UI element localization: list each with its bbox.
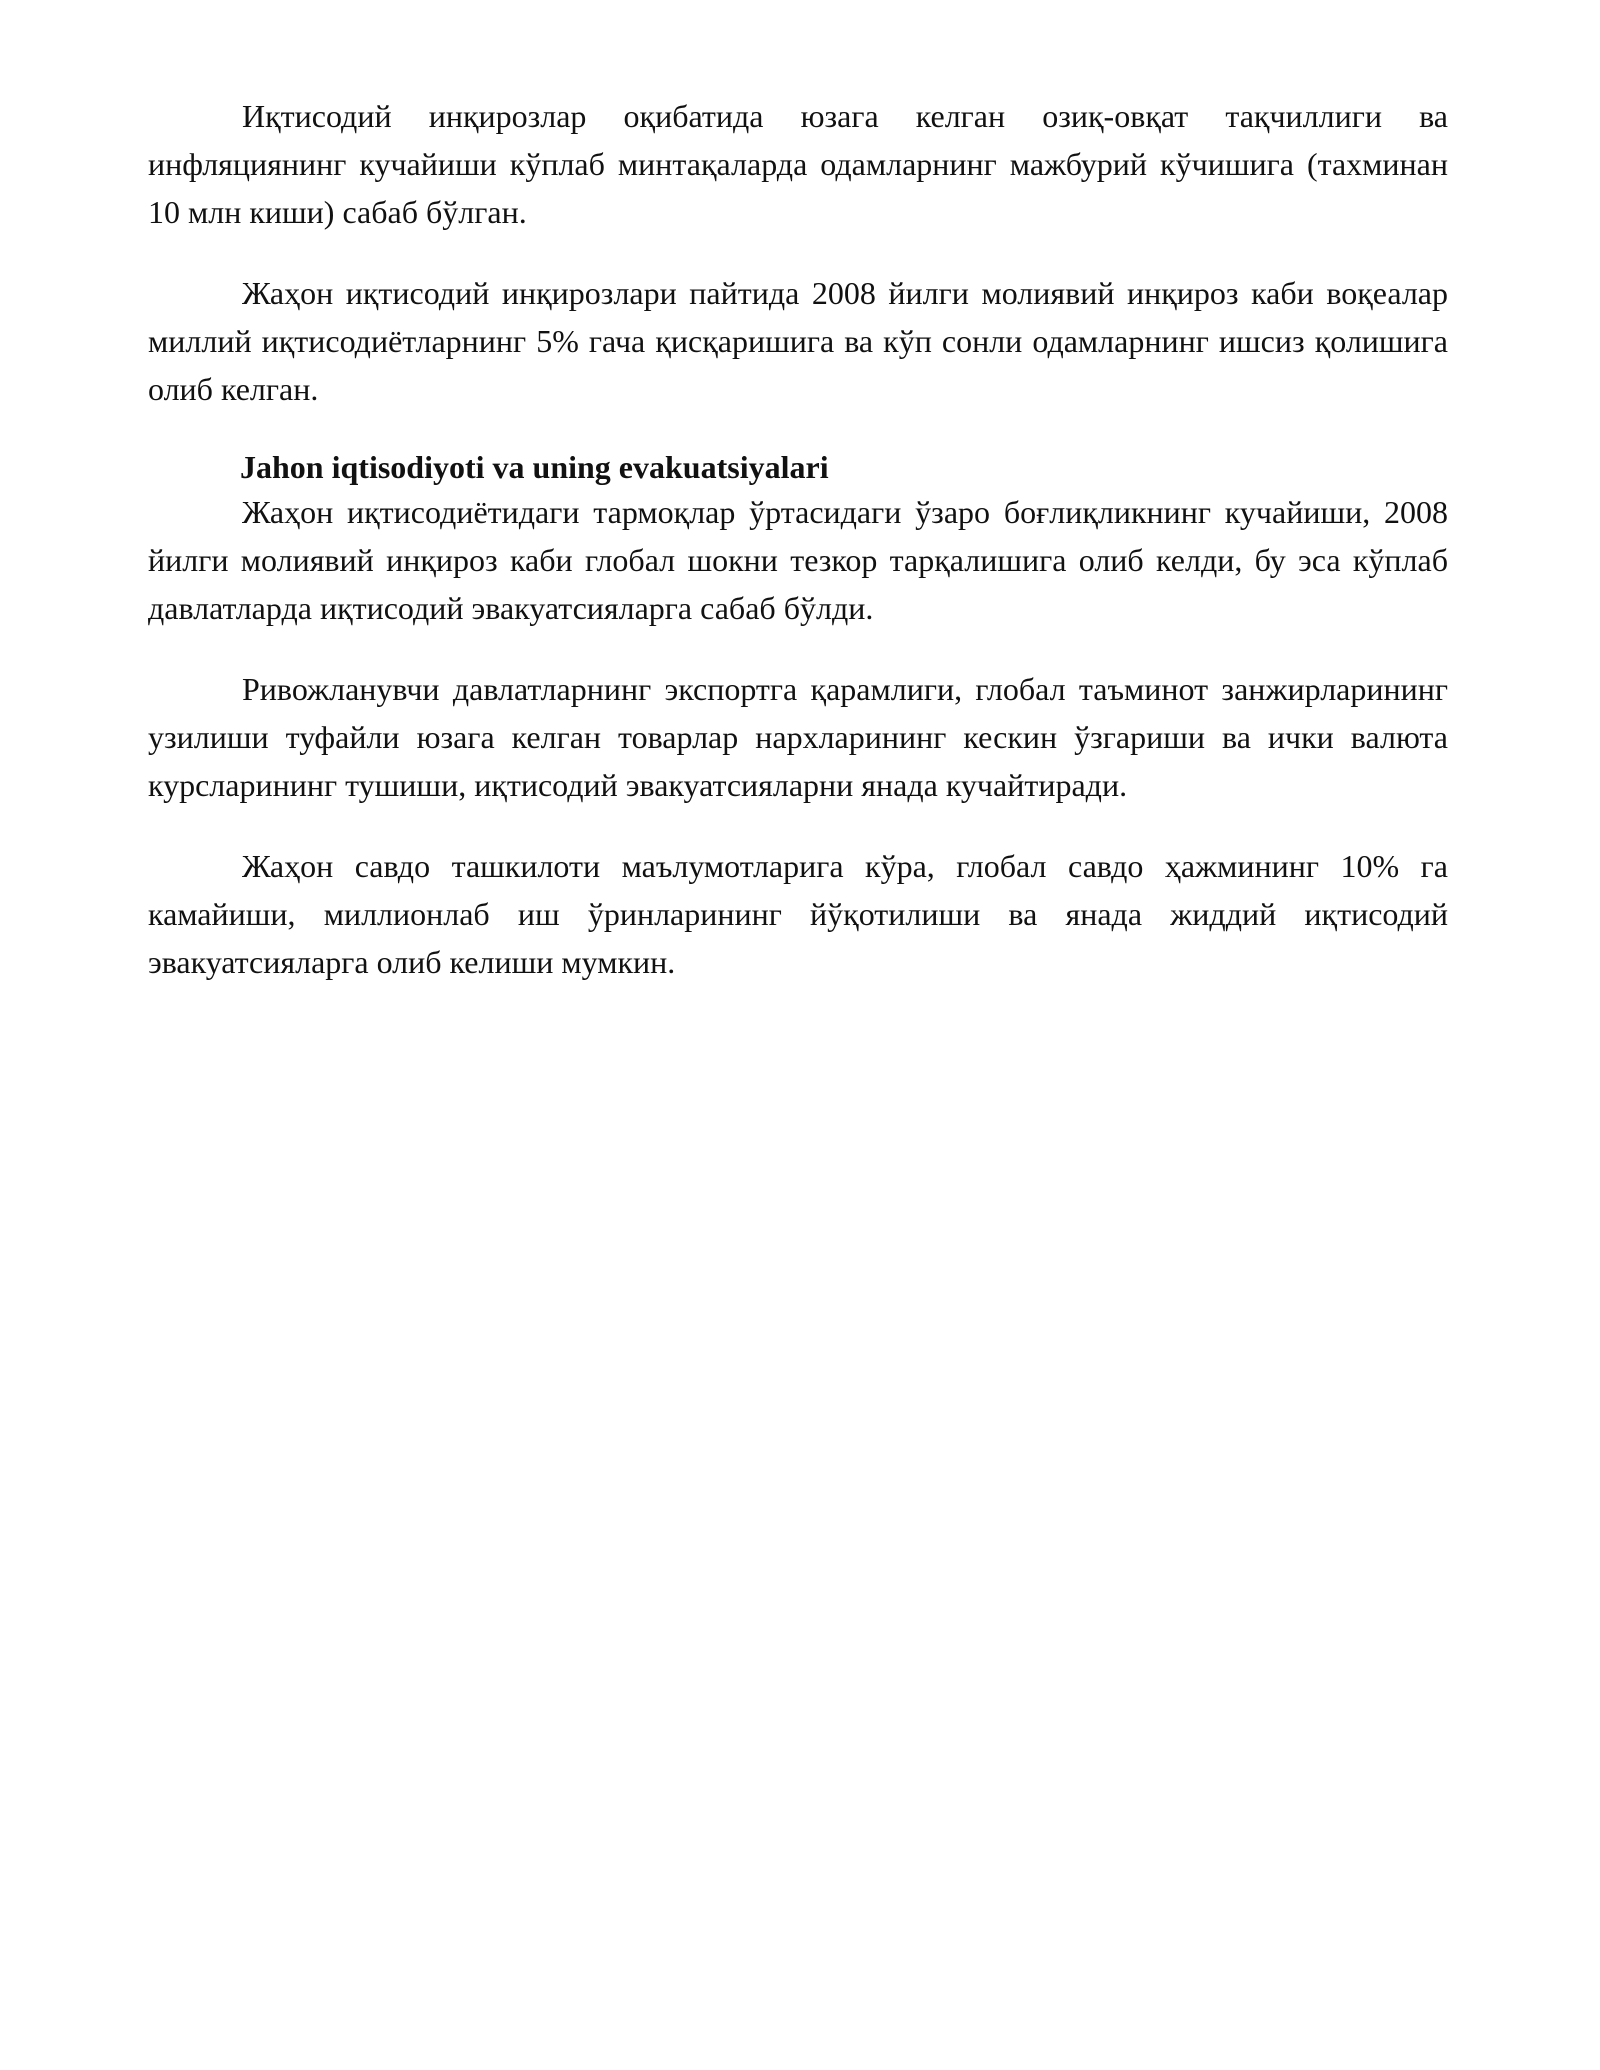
paragraph-2008-crisis: Жаҳон иқтисодий инқирозлари пайтида 2008 йилги молиявий инқироз каби воқеалар миллий иқтисодиётларнинг 5% гача қисқаришига ва кўп сонли одамларнинг ишсиз қолишига олиб келган. — [148, 275, 1448, 407]
document-body — [148, 92, 1448, 986]
paragraph-wto-data: Жаҳон савдо ташкилоти маълумотларига кўра, глобал савдо ҳажмининг 10% га камайиши, миллионлаб иш ўринларининг йўқотилиши ва янада жиддий иқтисодий эвакуатсияларга олиб келиши мумкин. — [148, 848, 1448, 980]
paragraph-spacer — [148, 413, 1448, 446]
paragraph-spacer — [148, 236, 1448, 269]
section-heading: Jahon iqtisodiyoti va uning evakuatsiyalari — [240, 449, 829, 485]
paragraph-spacer — [148, 809, 1448, 842]
paragraph-spacer — [148, 632, 1448, 665]
paragraph-interdependence: Жаҳон иқтисодиётидаги тармоқлар ўртасидаги ўзаро боғлиқликнинг кучайиши, 2008 йилги молиявий инқироз каби глобал шокни тезкор тарқалишига олиб келди, бу эса кўплаб давлатларда иқтисодий эвакуатсияларга сабаб бўлди. — [148, 494, 1448, 626]
paragraph-export-dependence: Ривожланувчи давлатларнинг экспортга қарамлиги, глобал таъминот занжирларининг узилиши туфайли юзага келган товарлар нархларининг кескин ўзгариши ва ички валюта курсларининг тушиши, иқтисодий эвакуатсияларни янада кучайтиради. — [148, 671, 1448, 803]
paragraph-food-shortage: Иқтисодий инқирозлар оқибатида юзага келган озиқ-овқат тақчиллиги ва инфляциянинг кучайиши кўплаб минтақаларда одамларнинг мажбурий кўчишига (тахминан 10 млн киши) сабаб бўлган. — [148, 98, 1448, 230]
